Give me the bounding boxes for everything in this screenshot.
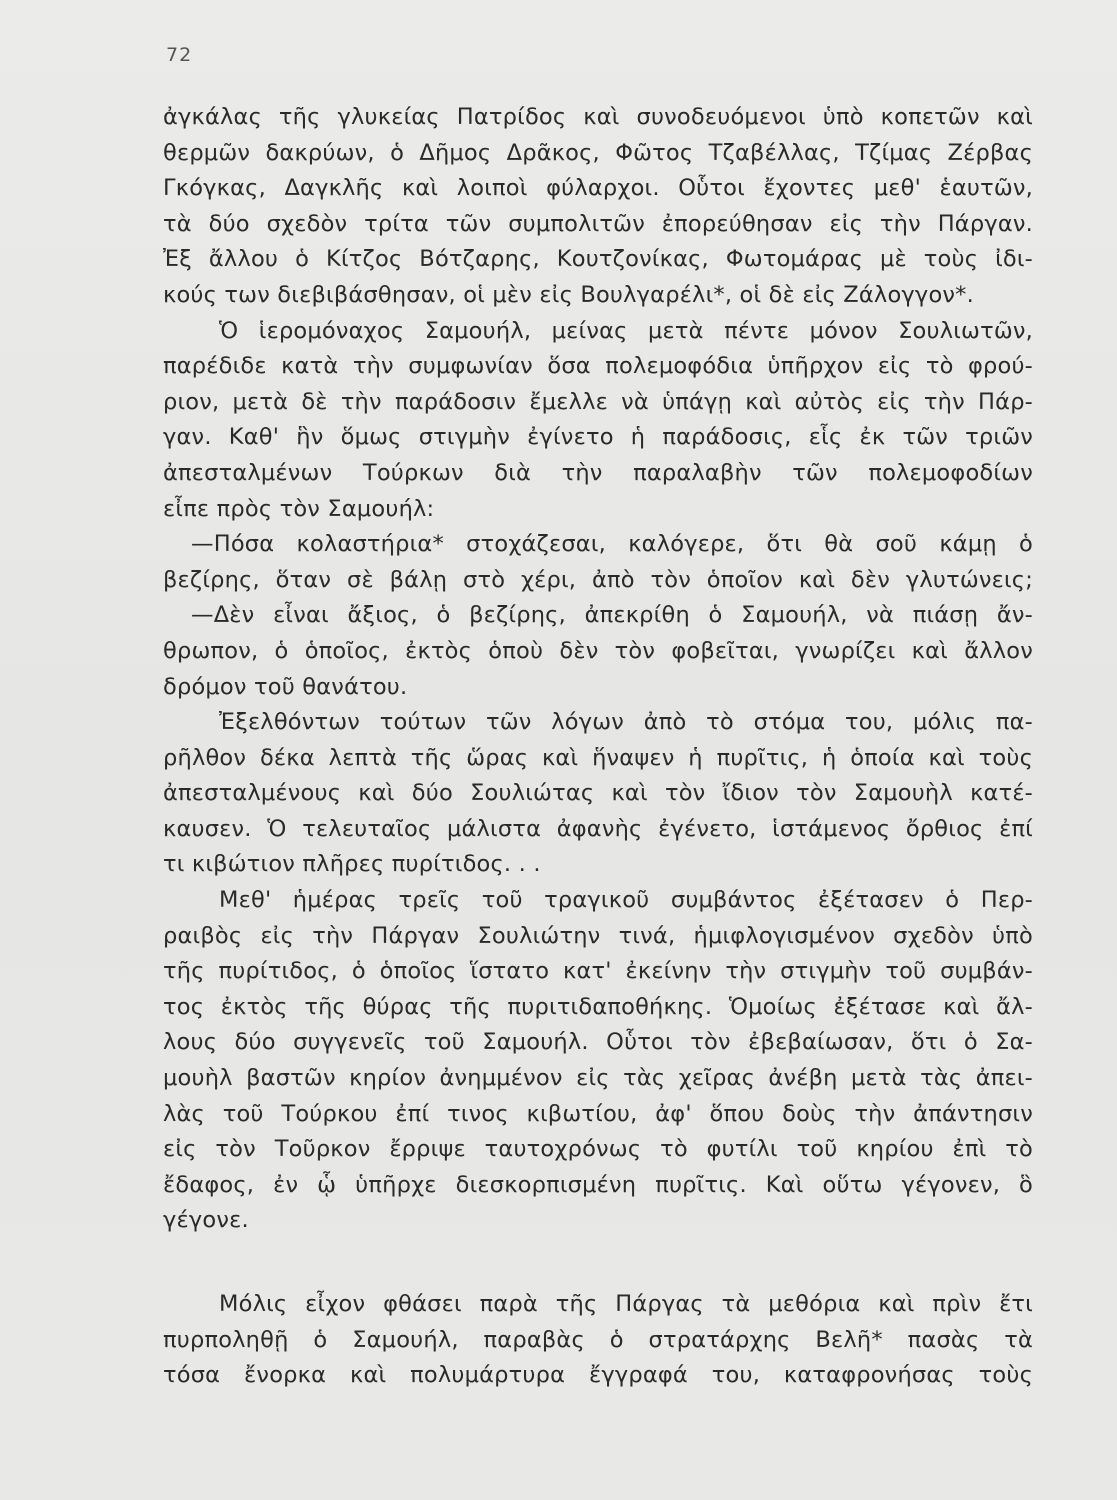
dialogue-line: —Δὲν εἶναι ἄξιος, ὁ βεζίρης, ἀπεκρίθη ὁ Σαμουήλ, νὰ πιάσῃ ἄν- [191, 602, 1033, 629]
text-line: Γκόγκας, Δαγκλῆς καὶ λοιποὶ φύλαρχοι. Οὗτοι ἔχοντες μεθ' ἑαυτῶν, [163, 175, 1033, 202]
text-line: γαν. Καθ' ἣν ὅμως στιγμὴν ἐγίνετο ἡ παράδοσις, εἷς ἐκ τῶν τριῶν [163, 424, 1033, 451]
text-line: δρόμον τοῦ θανάτου. [163, 673, 408, 700]
text-line: ραιβὸς εἰς τὴν Πάργαν Σουλιώτην τινά, ἡμιφλογισμένον σχεδὸν ὑπὸ [163, 922, 1033, 949]
text-line: ἀπεσταλμένους καὶ δύο Σουλιώτας καὶ τὸν ἴδιον τὸν Σαμουὴλ κατέ- [163, 780, 1033, 807]
text-line: ἔδαφος, ἐν ᾧ ὑπῆρχε διεσκορπισμένη πυρῖτις. Καὶ οὕτω γέγονεν, ὃ [163, 1171, 1033, 1198]
text-line: Ἐξ ἄλλου ὁ Κίτζος Βότζαρης, Κουτζονίκας, Φωτομάρας μὲ τοὺς ἰδι- [163, 246, 1033, 273]
text-line: λὰς τοῦ Τούρκου ἐπί τινος κιβωτίου, ἀφ' ὅπου δοὺς τὴν ἀπάντησιν [163, 1100, 1033, 1127]
text-line: βεζίρης, ὅταν σὲ βάλῃ στὸ χέρι, ἀπὸ τὸν ὁποῖον καὶ δὲν γλυτώνεις; [163, 566, 1033, 593]
text-line: παρέδιδε κατὰ τὴν συμφωνίαν ὅσα πολεμοφόδια ὑπῆρχον εἰς τὸ φρού- [163, 353, 1033, 380]
text-line: τῆς πυρίτιδος, ὁ ὁποῖος ἵστατο κατ' ἐκείνην τὴν στιγμὴν τοῦ συμβάν- [163, 958, 1033, 985]
text-line: τι κιβώτιον πλῆρες πυρίτιδος. . . [163, 851, 541, 878]
body-text [163, 100, 1033, 1394]
text-line: ριον, μετὰ δὲ τὴν παράδοσιν ἔμελλε νὰ ὑπάγῃ καὶ αὐτὸς εἰς τὴν Πάρ- [163, 388, 1033, 415]
text-line: θερμῶν δακρύων, ὁ Δῆμος Δρᾶκος, Φῶτος Τζαβέλλας, Τζίμας Ζέρβας [163, 139, 1033, 166]
text-line: τὰ δύο σχεδὸν τρίτα τῶν συμπολιτῶν ἐπορεύθησαν εἰς τὴν Πάργαν. [163, 210, 1033, 237]
text-line: εἶπε πρὸς τὸν Σαμουήλ: [163, 495, 435, 522]
text-line: ἀγκάλας τῆς γλυκείας Πατρίδος καὶ συνοδευόμενοι ὑπὸ κοπετῶν καὶ [163, 104, 1033, 130]
page-number: 72 [166, 44, 193, 66]
text-line: τος ἐκτὸς τῆς θύρας τῆς πυριτιδαποθήκης. Ὁμοίως ἐξέτασε καὶ ἄλ- [163, 993, 1033, 1020]
text-line: ἀπεσταλμένων Τούρκων διὰ τὴν παραλαβὴν τῶν πολεμοφοδίων [163, 459, 1033, 486]
text-line: Μεθ' ἡμέρας τρεῖς τοῦ τραγικοῦ συμβάντος ἐξέτασεν ὁ Περ- [219, 887, 1033, 914]
text-line: κούς των διεβιβάσθησαν, οἱ μὲν εἰς Βουλγαρέλι*, οἱ δὲ εἰς Ζάλογγον*. [163, 281, 974, 308]
text-line: γέγονε. [163, 1207, 249, 1234]
text-line: τόσα ἔνορκα καὶ πολυμάρτυρα ἔγγραφά του, καταφρονήσας τοὺς [163, 1362, 1033, 1389]
text-line: ρῆλθον δέκα λεπτὰ τῆς ὥρας καὶ ἥναψεν ἡ πυρῖτις, ἡ ὁποία καὶ τοὺς [163, 744, 1033, 771]
text-line: Μόλις εἶχον φθάσει παρὰ τῆς Πάργας τὰ μεθόρια καὶ πρὶν ἔτι [219, 1291, 1033, 1317]
text-line: θρωπον, ὁ ὁποῖος, ἐκτὸς ὁποὺ δὲν τὸν φοβεῖται, γνωρίζει καὶ ἄλλον [163, 637, 1033, 664]
text-line: πυρποληθῇ ὁ Σαμουήλ, παραβὰς ὁ στρατάρχης Βελῆ* πασὰς τὰ [163, 1326, 1033, 1353]
text-line: Ὁ ἱερομόναχος Σαμουήλ, μείνας μετὰ πέντε μόνον Σουλιωτῶν, [219, 317, 1033, 344]
text-line: καυσεν. Ὁ τελευταῖος μάλιστα ἀφανὴς ἐγένετο, ἱστάμενος ὄρθιος ἐπί [163, 815, 1033, 842]
text-line: λους δύο συγγενεῖς τοῦ Σαμουήλ. Οὗτοι τὸν ἐβεβαίωσαν, ὅτι ὁ Σα- [163, 1029, 1033, 1056]
text-line: Ἐξελθόντων τούτων τῶν λόγων ἀπὸ τὸ στόμα του, μόλις πα- [219, 709, 1033, 736]
dialogue-line: —Πόσα κολαστήρια* στοχάζεσαι, καλόγερε, ὅτι θὰ σοῦ κάμῃ ὁ [191, 531, 1033, 558]
section-gap [163, 1239, 1033, 1287]
text-line: εἰς τὸν Τοῦρκον ἔρριψε ταυτοχρόνως τὸ φυτίλι τοῦ κηρίου ἐπὶ τὸ [163, 1136, 1033, 1163]
text-line: μουὴλ βαστῶν κηρίον ἀνημμένον εἰς τὰς χεῖρας ἀνέβη μετὰ τὰς ἀπει- [163, 1065, 1033, 1092]
